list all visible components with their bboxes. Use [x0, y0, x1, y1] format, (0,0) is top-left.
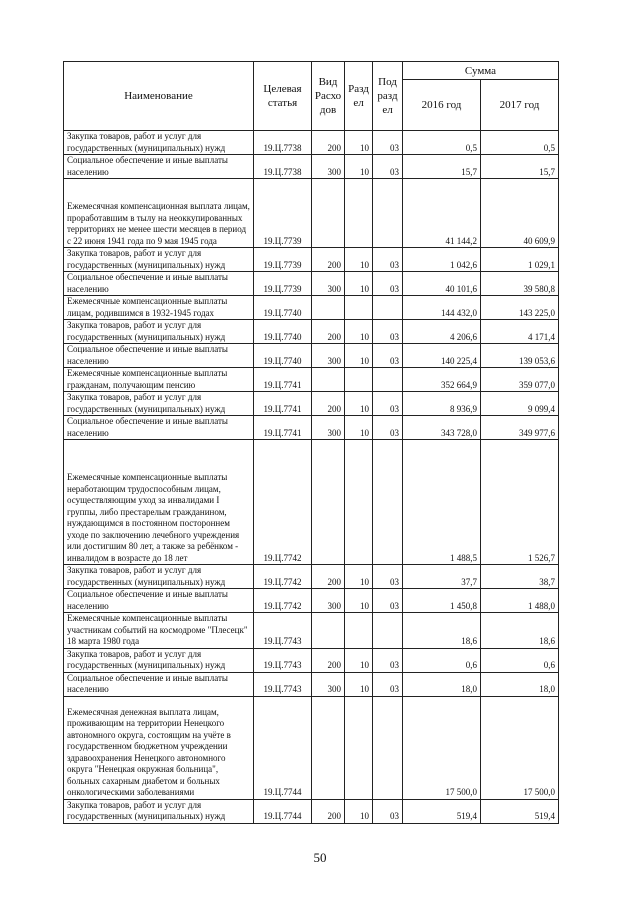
row-sum-2017: 1 488,0 [481, 589, 559, 613]
row-sum-2017: 39 580,8 [481, 272, 559, 296]
row-section [345, 179, 373, 248]
row-name: Закупка товаров, работ и услуг для государственных (муниципальных) нужд [64, 248, 254, 272]
row-target-article: 19.Ц.7742 [254, 589, 312, 613]
row-name: Социальное обеспечение и иные выплаты населению [64, 272, 254, 296]
row-target-article: 19.Ц.7742 [254, 440, 312, 565]
row-subsection: 03 [373, 272, 403, 296]
table-row [64, 648, 559, 672]
header-subsection: Под разд ел [373, 62, 403, 131]
row-section: 10 [345, 565, 373, 589]
row-sum-2016: 4 206,6 [403, 320, 481, 344]
row-section: 10 [345, 248, 373, 272]
row-section: 10 [345, 320, 373, 344]
table-row [64, 344, 559, 368]
table-row [64, 392, 559, 416]
header-sum: Сумма [403, 62, 559, 80]
table-row [64, 589, 559, 613]
row-name: Ежемесячные компенсационные выплаты лицам, родившимся в 1932-1945 годах [64, 296, 254, 320]
row-sum-2016: 8 936,9 [403, 392, 481, 416]
table-row [64, 440, 559, 565]
row-expense-kind: 200 [312, 320, 345, 344]
row-target-article: 19.Ц.7742 [254, 565, 312, 589]
row-sum-2016: 519,4 [403, 799, 481, 823]
row-name: Ежемесячные компенсационные выплаты гражданам, получающим пенсию [64, 368, 254, 392]
row-name: Ежемесячная денежная выплата лицам, проживающим на территории Ненецкого автономного округа, состоящим на учёте в государственном бюджетном учреждении здравоохранения Ненецкого автономного округа "Ненецкая окружная больница", больных сахарным диабетом и больных онкологическими заболеваниями [64, 696, 254, 799]
row-target-article: 19.Ц.7738 [254, 155, 312, 179]
row-subsection [373, 613, 403, 649]
row-subsection [373, 440, 403, 565]
row-target-article: 19.Ц.7740 [254, 344, 312, 368]
table-row [64, 248, 559, 272]
row-sum-2016: 17 500,0 [403, 696, 481, 799]
row-section [345, 613, 373, 649]
table-row [64, 613, 559, 649]
table-row [64, 416, 559, 440]
row-name: Социальное обеспечение и иные выплаты населению [64, 344, 254, 368]
budget-table [63, 61, 559, 824]
row-sum-2017: 359 077,0 [481, 368, 559, 392]
row-expense-kind [312, 440, 345, 565]
row-section: 10 [345, 648, 373, 672]
row-section [345, 440, 373, 565]
row-sum-2017: 15,7 [481, 155, 559, 179]
header-section: Разд ел [345, 62, 373, 131]
row-sum-2016: 0,6 [403, 648, 481, 672]
table-row [64, 368, 559, 392]
row-sum-2016: 40 101,6 [403, 272, 481, 296]
row-expense-kind: 200 [312, 392, 345, 416]
row-sum-2017: 139 053,6 [481, 344, 559, 368]
row-sum-2017: 0,5 [481, 131, 559, 155]
row-target-article: 19.Ц.7741 [254, 392, 312, 416]
row-subsection: 03 [373, 155, 403, 179]
row-sum-2016: 140 225,4 [403, 344, 481, 368]
row-subsection: 03 [373, 799, 403, 823]
row-sum-2017: 18,6 [481, 613, 559, 649]
row-section: 10 [345, 589, 373, 613]
row-sum-2017: 1 029,1 [481, 248, 559, 272]
row-subsection: 03 [373, 392, 403, 416]
row-name: Закупка товаров, работ и услуг для государственных (муниципальных) нужд [64, 392, 254, 416]
row-sum-2017: 17 500,0 [481, 696, 559, 799]
row-subsection [373, 179, 403, 248]
row-expense-kind [312, 368, 345, 392]
row-name: Ежемесячная компенсационная выплата лицам, проработавшим в тылу на неоккупированных территориях не менее шести месяцев в период с 22 июня 1941 года по 9 мая 1945 года [64, 179, 254, 248]
row-expense-kind [312, 179, 345, 248]
row-section: 10 [345, 672, 373, 696]
table-row [64, 565, 559, 589]
row-section: 10 [345, 392, 373, 416]
row-target-article: 19.Ц.7738 [254, 131, 312, 155]
table-row [64, 179, 559, 248]
row-target-article: 19.Ц.7743 [254, 613, 312, 649]
row-section: 10 [345, 155, 373, 179]
row-sum-2016: 1 042,6 [403, 248, 481, 272]
row-sum-2017: 143 225,0 [481, 296, 559, 320]
row-expense-kind: 300 [312, 155, 345, 179]
table-row [64, 272, 559, 296]
row-name: Закупка товаров, работ и услуг для государственных (муниципальных) нужд [64, 320, 254, 344]
row-sum-2016: 343 728,0 [403, 416, 481, 440]
row-section [345, 368, 373, 392]
table-row [64, 296, 559, 320]
row-expense-kind: 200 [312, 648, 345, 672]
row-sum-2017: 1 526,7 [481, 440, 559, 565]
header-kind: Вид Расхо дов [312, 62, 345, 131]
row-sum-2016: 41 144,2 [403, 179, 481, 248]
row-sum-2016: 18,6 [403, 613, 481, 649]
row-name: Закупка товаров, работ и услуг для государственных (муниципальных) нужд [64, 131, 254, 155]
row-name: Закупка товаров, работ и услуг для государственных (муниципальных) нужд [64, 565, 254, 589]
table-row [64, 696, 559, 799]
row-target-article: 19.Ц.7743 [254, 672, 312, 696]
row-name: Социальное обеспечение и иные выплаты населению [64, 155, 254, 179]
row-subsection: 03 [373, 589, 403, 613]
row-sum-2016: 144 432,0 [403, 296, 481, 320]
row-sum-2016: 18,0 [403, 672, 481, 696]
row-sum-2017: 4 171,4 [481, 320, 559, 344]
row-target-article: 19.Ц.7740 [254, 296, 312, 320]
row-expense-kind [312, 296, 345, 320]
row-section: 10 [345, 416, 373, 440]
row-section: 10 [345, 344, 373, 368]
table-row [64, 155, 559, 179]
row-sum-2016: 1 450,8 [403, 589, 481, 613]
row-expense-kind: 300 [312, 272, 345, 296]
row-sum-2016: 15,7 [403, 155, 481, 179]
header-year-2017: 2017 год [481, 80, 559, 131]
row-subsection [373, 368, 403, 392]
row-target-article: 19.Ц.7739 [254, 272, 312, 296]
row-name: Закупка товаров, работ и услуг для государственных (муниципальных) нужд [64, 799, 254, 823]
row-subsection: 03 [373, 344, 403, 368]
row-section: 10 [345, 799, 373, 823]
row-target-article: 19.Ц.7741 [254, 416, 312, 440]
row-name: Социальное обеспечение и иные выплаты населению [64, 416, 254, 440]
row-subsection: 03 [373, 248, 403, 272]
row-expense-kind: 200 [312, 131, 345, 155]
row-name: Ежемесячные компенсационные выплаты неработающим трудоспособным лицам, осуществляющим уход за инвалидами I группы, либо престарелым гражданином, нуждающимся в постоянном постороннем уходе по заключению лечебного учреждения или достигшим 80 лет, а также за ребёнком - инвалидом в возрасте до 18 лет [64, 440, 254, 565]
row-name: Ежемесячные компенсационные выплаты участникам событий на космодроме "Плесецк" 18 марта 1980 года [64, 613, 254, 649]
table-header [64, 62, 559, 131]
row-expense-kind: 200 [312, 565, 345, 589]
row-subsection: 03 [373, 416, 403, 440]
row-target-article: 19.Ц.7741 [254, 368, 312, 392]
row-name: Социальное обеспечение и иные выплаты населению [64, 589, 254, 613]
row-subsection [373, 296, 403, 320]
row-sum-2017: 519,4 [481, 799, 559, 823]
row-sum-2017: 9 099,4 [481, 392, 559, 416]
row-sum-2016: 37,7 [403, 565, 481, 589]
row-subsection [373, 696, 403, 799]
row-expense-kind: 200 [312, 248, 345, 272]
table-row [64, 799, 559, 823]
row-section: 10 [345, 131, 373, 155]
row-expense-kind [312, 696, 345, 799]
row-subsection: 03 [373, 648, 403, 672]
row-section [345, 696, 373, 799]
row-subsection: 03 [373, 131, 403, 155]
row-target-article: 19.Ц.7739 [254, 248, 312, 272]
row-subsection: 03 [373, 320, 403, 344]
row-subsection: 03 [373, 672, 403, 696]
row-sum-2016: 352 664,9 [403, 368, 481, 392]
row-sum-2017: 40 609,9 [481, 179, 559, 248]
table-body [64, 131, 559, 824]
row-sum-2017: 38,7 [481, 565, 559, 589]
table-row [64, 131, 559, 155]
row-sum-2017: 0,6 [481, 648, 559, 672]
row-section: 10 [345, 272, 373, 296]
row-target-article: 19.Ц.7740 [254, 320, 312, 344]
row-section [345, 296, 373, 320]
header-year-2016: 2016 год [403, 80, 481, 131]
row-expense-kind: 300 [312, 416, 345, 440]
row-sum-2017: 349 977,6 [481, 416, 559, 440]
row-expense-kind: 200 [312, 799, 345, 823]
table-row [64, 320, 559, 344]
row-expense-kind: 300 [312, 589, 345, 613]
row-name: Закупка товаров, работ и услуг для государственных (муниципальных) нужд [64, 648, 254, 672]
row-target-article: 19.Ц.7744 [254, 696, 312, 799]
page-number: 50 [313, 850, 327, 865]
row-expense-kind: 300 [312, 344, 345, 368]
row-subsection: 03 [373, 565, 403, 589]
header-target: Целевая статья [254, 62, 312, 131]
header-name: Наименование [64, 62, 254, 131]
table-row [64, 672, 559, 696]
row-sum-2017: 18,0 [481, 672, 559, 696]
row-sum-2016: 1 488,5 [403, 440, 481, 565]
row-expense-kind: 300 [312, 672, 345, 696]
row-sum-2016: 0,5 [403, 131, 481, 155]
row-target-article: 19.Ц.7739 [254, 179, 312, 248]
row-expense-kind [312, 613, 345, 649]
row-target-article: 19.Ц.7743 [254, 648, 312, 672]
row-target-article: 19.Ц.7744 [254, 799, 312, 823]
row-name: Социальное обеспечение и иные выплаты населению [64, 672, 254, 696]
